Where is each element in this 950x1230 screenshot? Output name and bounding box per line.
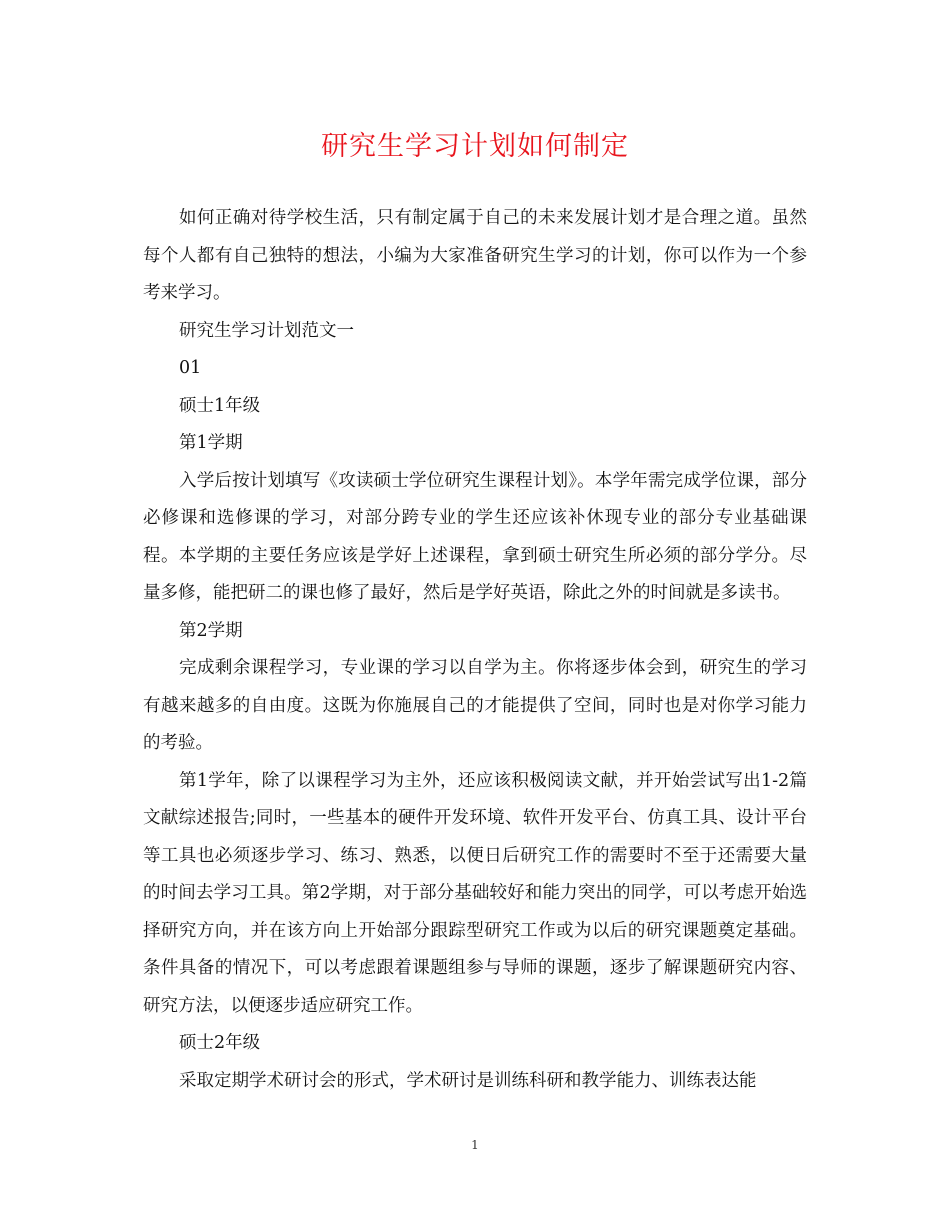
page-number: 1 — [471, 1138, 479, 1152]
semester-heading: 第2学期 — [179, 620, 243, 641]
body-paragraph: 完成剩余课程学习，专业课的学习以自学为主。你将逐步体会到，研究生的学习有越来越多的自由度。这既为你施展自己的才能提供了空间，同时也是对你学习能力的考验。 — [143, 658, 807, 753]
document-body — [143, 200, 807, 1100]
body-paragraph: 入学后按计划填写《攻读硕士学位研究生课程计划》。本学年需完成学位课，部分必修课和选修课的学习，对部分跨专业的学生还应该补休现专业的部分专业基础课程。本学期的主要任务应该是学好上述课程，拿到硕士研究生所必须的部分学分。尽量多修，能把研二的课也修了最好，然后是学好英语，除此之外的时间就是多读书。 — [143, 470, 807, 603]
body-paragraph: 采取定期学术研讨会的形式，学术研讨是训练科研和教学能力、训练表达能 — [179, 1070, 757, 1091]
semester-heading: 第1学期 — [179, 433, 243, 453]
grade-heading: 硕士1年级 — [179, 395, 261, 416]
intro-paragraph: 如何正确对待学校生活，只有制定属于自己的未来发展计划才是合理之道。虽然每个人都有自己独特的想法，小编为大家准备研究生学习的计划，你可以作为一个参考来学习。 — [143, 208, 807, 303]
body-paragraph: 第1学年，除了以课程学习为主外，还应该积极阅读文献，并开始尝试写出1-2篇文献综述报告;同时，一些基本的硬件开发环境、软件开发平台、仿真工具、设计平台等工具也必须逐步学习、练习、熟悉，以便日后研究工作的需要时不至于还需要大量的时间去学习工具。第2学期，对于部分基础较好和能力突出的同学，可以考虑开始选择研究方向，并在该方向上开始部分跟踪型研究工作或为以后的研究课题奠定基础。条件具备的情况下，可以考虑跟着课题组参与导师的课题，逐步了解课题研究内容、研究方法，以便逐步适应研究工作。 — [143, 770, 807, 1016]
section-number: 01 — [179, 358, 202, 378]
document-title: 研究生学习计划如何制定 — [321, 131, 629, 162]
grade-heading: 硕士2年级 — [179, 1033, 261, 1053]
section-heading: 研究生学习计划范文一 — [179, 320, 354, 341]
